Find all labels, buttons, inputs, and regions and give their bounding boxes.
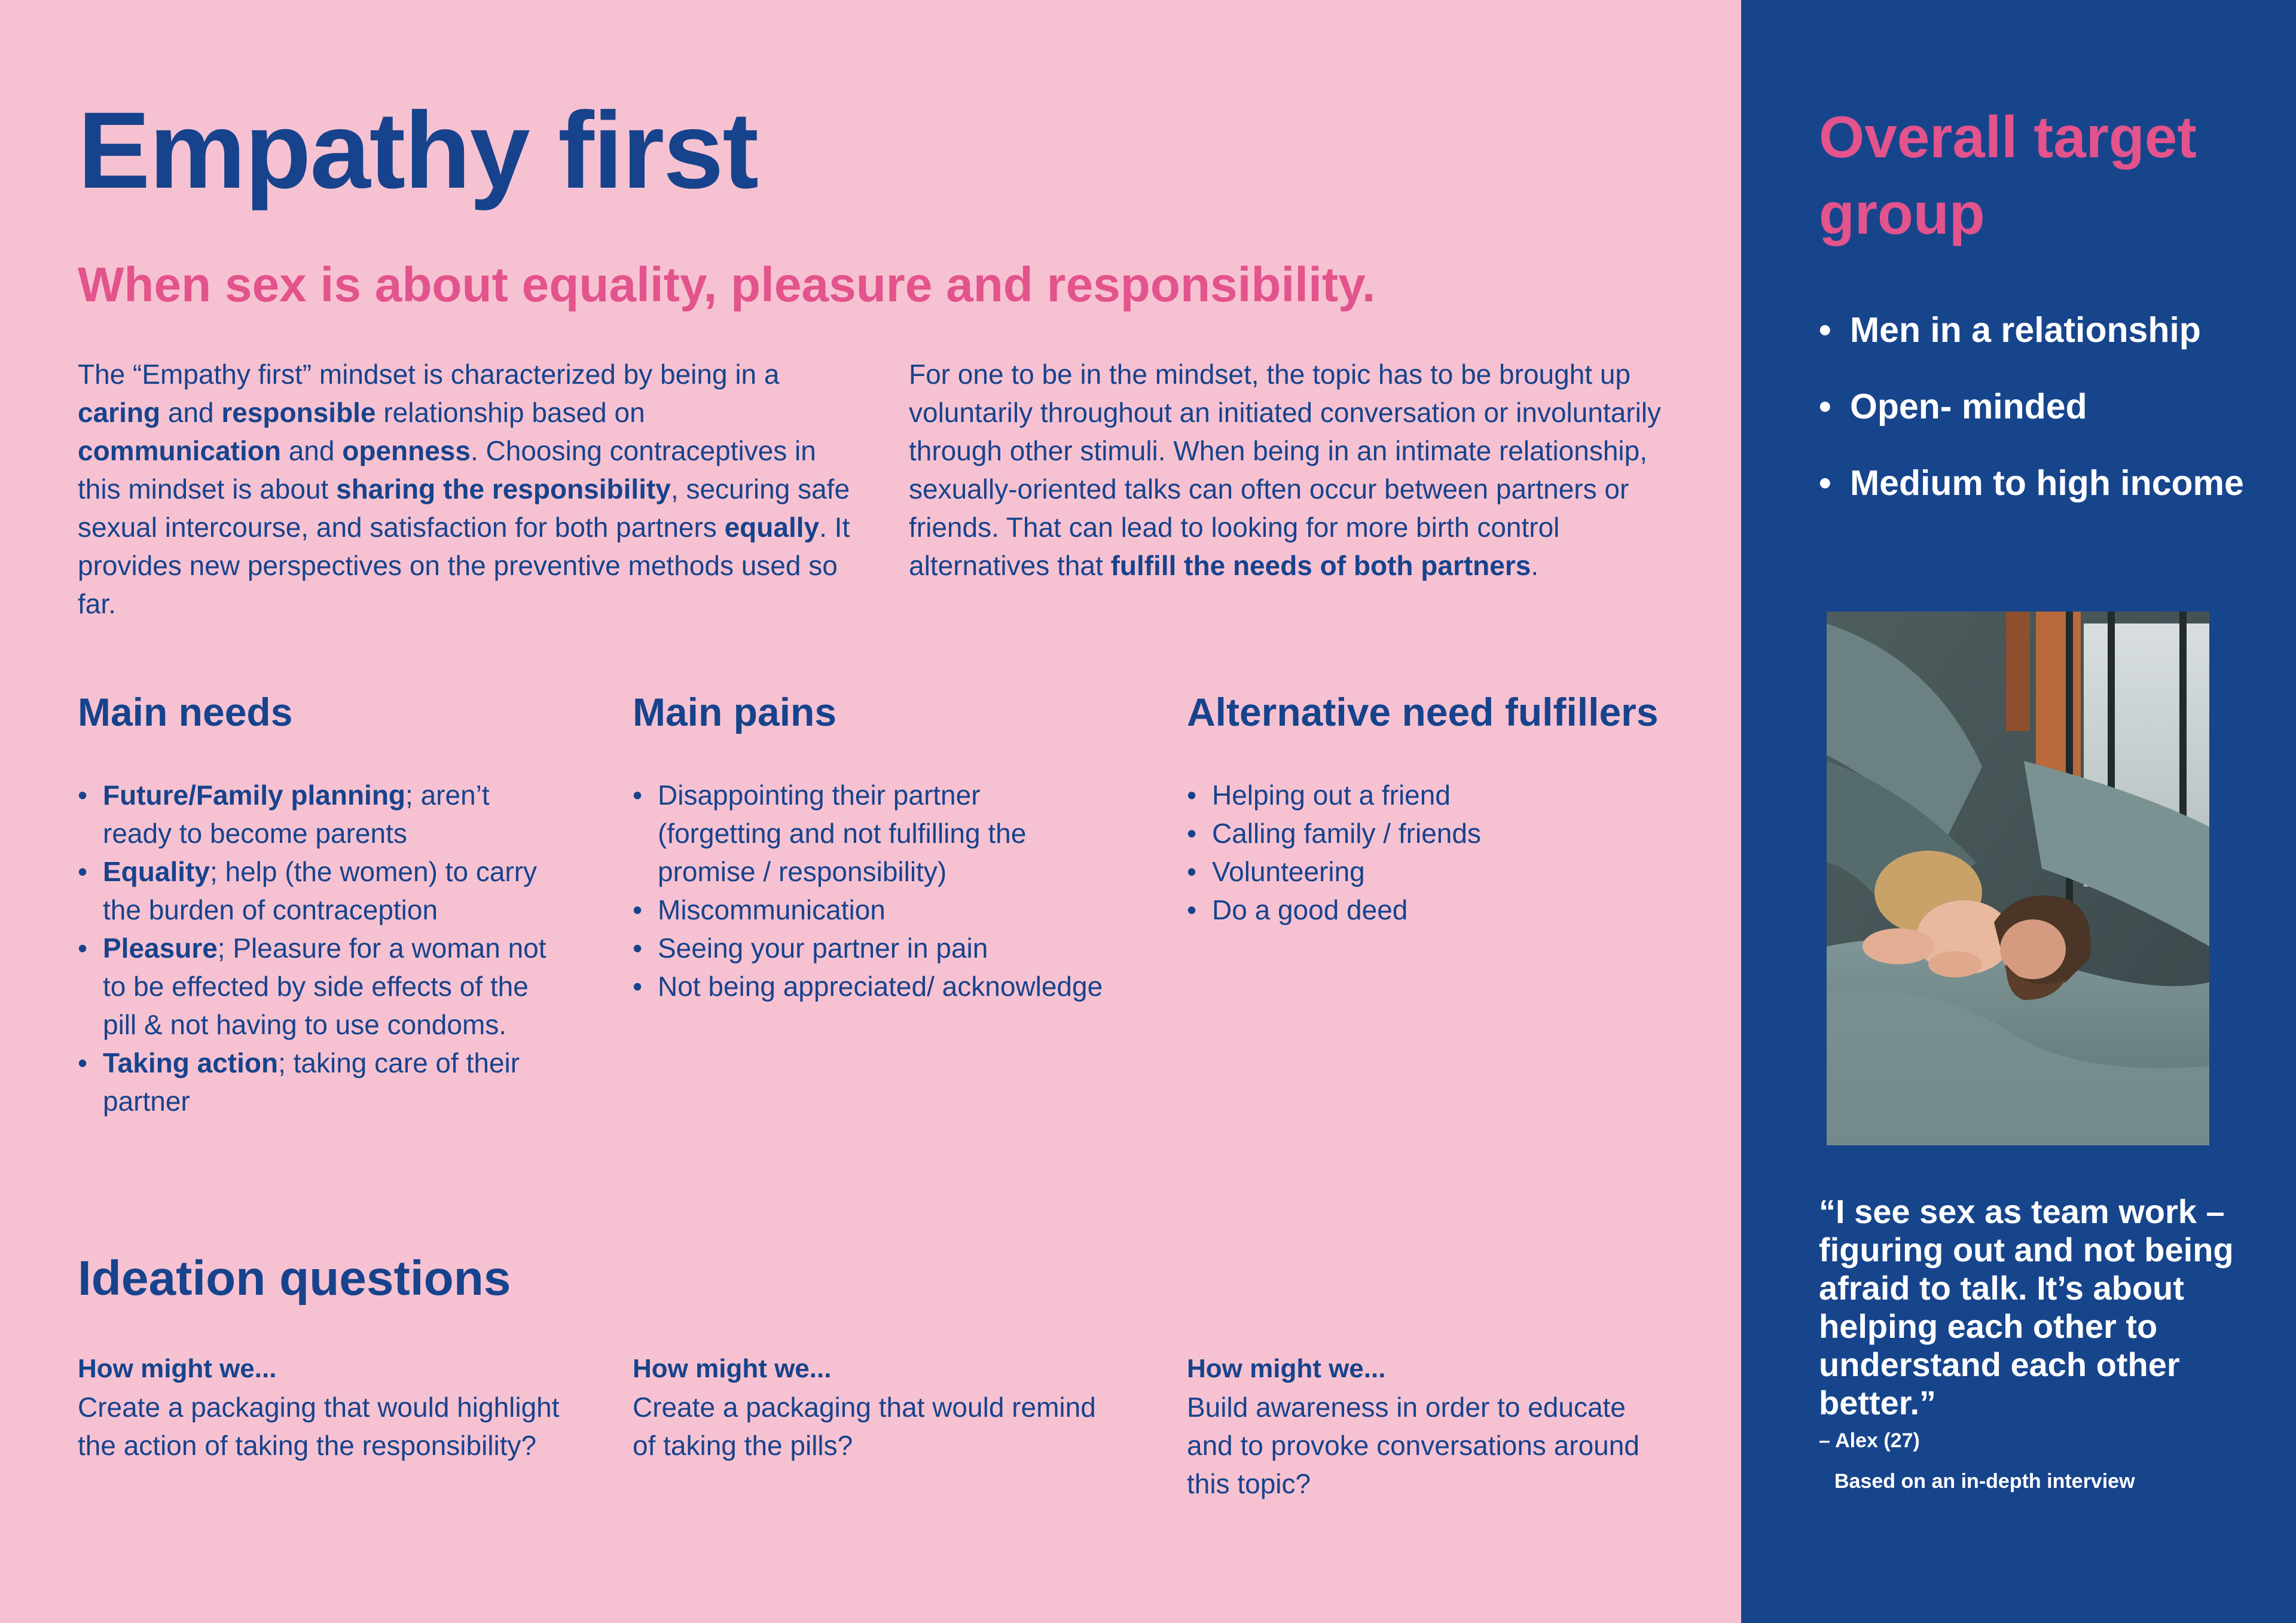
quote-source: Based on an in-depth interview <box>1834 1470 2135 1493</box>
question-text: Create a packaging that would highlight the action of taking the responsibility? <box>78 1392 560 1461</box>
target-group-item: • Open- minded <box>1819 387 2273 426</box>
question-lead: How might we... <box>78 1354 277 1383</box>
list-item: • Not being appreciated/ acknowledge <box>633 967 1111 1005</box>
list-item: • Volunteering <box>1187 852 1665 891</box>
main-pains-list <box>633 776 1111 1005</box>
page-title: Empathy first <box>78 89 758 211</box>
need-fulfillers-list <box>1187 776 1665 929</box>
question-text: Create a packaging that would remind of taking the pills? <box>633 1392 1096 1461</box>
main-needs-heading: Main needs <box>78 690 293 734</box>
quote-author: – Alex (27) <box>1819 1429 1920 1452</box>
intro-paragraph-left: The “Empathy first” mindset is characterized by being in a caring and responsible relationship based on communication and openness. Choosing contraceptives in this mindset is about sharing the responsibility, securing safe sexual intercourse, and satisfaction for both partners equally. It provides new perspectives on the preventive methods used so far. <box>78 359 850 619</box>
target-group-list <box>1819 311 2273 540</box>
sidebar-title: Overall target group <box>1819 104 2197 246</box>
intro-paragraph-right: For one to be in the mindset, the topic has to be brought up voluntarily throughout an initiated conversation or involuntarily through other stimuli. When being in an intimate relationship, sexually-oriented talks can often occur between partners or friends. That can lead to looking for more birth control alternatives that fulfill the needs of both partners. <box>909 359 1662 581</box>
target-group-item: • Men in a relationship <box>1819 311 2273 349</box>
main-needs-list <box>78 776 556 1120</box>
list-item: • Taking action; taking care of their partner <box>78 1044 556 1120</box>
list-item: • Miscommunication <box>633 891 1111 929</box>
list-item: • Calling family / friends <box>1187 814 1665 852</box>
list-item: • Disappointing their partner (forgetting and not fulfilling the promise / responsibility) <box>633 776 1111 891</box>
ideation-question-2 <box>633 1350 1123 1465</box>
list-item: • Seeing your partner in pain <box>633 929 1111 967</box>
list-item: • Equality; help (the women) to carry the burden of contraception <box>78 852 556 929</box>
ideation-question-1 <box>78 1350 568 1465</box>
list-item: • Do a good deed <box>1187 891 1665 929</box>
couple-photo-illustration <box>1827 612 2209 1145</box>
target-group-item: • Medium to high income <box>1819 464 2273 502</box>
interview-quote: “I see sex as team work – figuring out and not being afraid to talk. It’s about helping each other to understand each other better.” <box>1819 1193 2234 1422</box>
page-subtitle: When sex is about equality, pleasure and responsibility. <box>78 258 1376 312</box>
need-fulfillers-heading: Alternative need fulfillers <box>1187 690 1659 734</box>
question-lead: How might we... <box>1187 1354 1386 1383</box>
question-text: Build awareness in order to educate and to provoke conversations around this topic? <box>1187 1392 1639 1499</box>
couple-photo <box>1827 612 2209 1145</box>
list-item: • Future/Family planning; aren’t ready to become parents <box>78 776 556 852</box>
list-item: • Helping out a friend <box>1187 776 1665 814</box>
main-pains-heading: Main pains <box>633 690 837 734</box>
ideation-heading: Ideation questions <box>78 1251 511 1306</box>
list-item: • Pleasure; Pleasure for a woman not to be effected by side effects of the pill & not having to use condoms. <box>78 929 556 1044</box>
question-lead: How might we... <box>633 1354 832 1383</box>
ideation-question-3 <box>1187 1350 1677 1503</box>
